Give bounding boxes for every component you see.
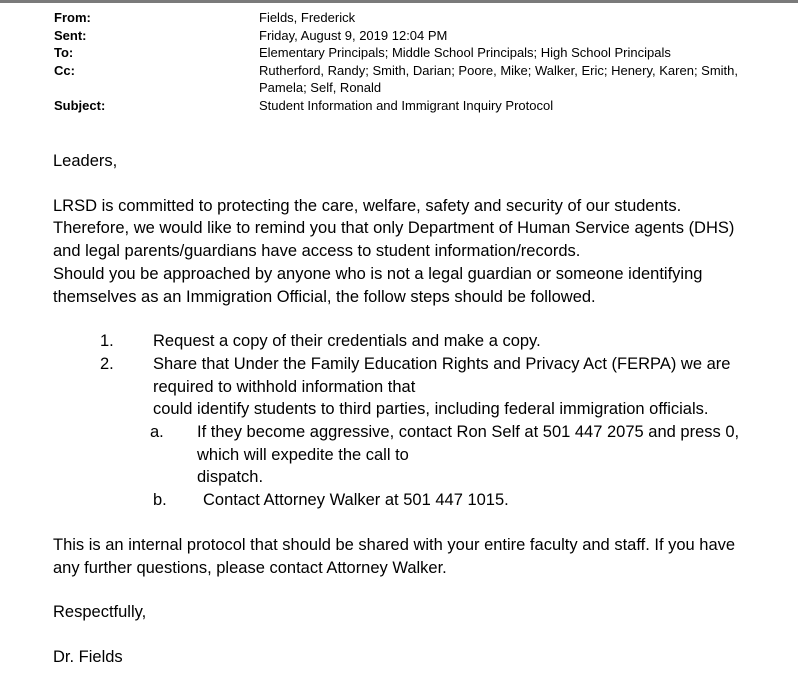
substep-line: Contact Attorney Walker at 501 447 1015. (203, 491, 509, 510)
substep-item (53, 421, 783, 489)
steps-list (53, 330, 783, 512)
closing-line: any further questions, please contact Attorney Walker. (53, 558, 447, 577)
step-line: Share that Under the Family Education Rights and Privacy Act (FERPA) we are (153, 354, 731, 373)
greeting: Leaders, (53, 152, 118, 170)
closing-paragraph (53, 534, 783, 579)
substep-text (197, 421, 783, 489)
step-text (153, 353, 783, 421)
intro-line: themselves as an Immigration Official, the follow steps should be followed. (53, 287, 596, 306)
substep-letter: b. (153, 491, 167, 510)
step-item (53, 330, 783, 353)
sign-off: Respectfully, (53, 603, 147, 622)
cc-value-line: Rutherford, Randy; Smith, Darian; Poore, Mike; Walker, Eric; Henery, Karen; Smith, (259, 62, 739, 78)
sent-row (54, 27, 774, 45)
email-header (54, 9, 774, 114)
intro-line: and legal parents/guardians have access to student information/records. (53, 242, 581, 261)
cc-value-line: Pamela; Self, Ronald (259, 80, 382, 95)
intro-line: LRSD is committed to protecting the care, welfare, safety and security of our students. (53, 196, 682, 215)
step-line: required to withhold information that (153, 377, 416, 396)
intro-line: Should you be approached by anyone who is not a legal guardian or someone identifying (53, 264, 703, 283)
step-number: 2. (100, 354, 114, 373)
from-row (54, 9, 774, 27)
from-value: Fields, Frederick (259, 10, 356, 25)
substep-item (53, 489, 783, 512)
substeps-list (53, 421, 783, 512)
subject-row (54, 97, 774, 115)
intro-line: Therefore, we would like to remind you that only Department of Human Service agents (DHS) (53, 219, 735, 238)
cc-label: Cc: (54, 62, 75, 78)
step-item (53, 353, 783, 421)
sent-label: Sent: (54, 27, 87, 43)
substep-line: If they become aggressive, contact Ron Self at 501 447 2075 and press 0, (197, 423, 740, 442)
intro-paragraph (53, 195, 783, 309)
substep-line: which will expedite the call to (197, 445, 409, 464)
substep-text (203, 489, 783, 512)
step-number: 1. (100, 332, 114, 351)
to-row (54, 44, 774, 62)
step-line: Request a copy of their credentials and make a copy. (153, 332, 541, 351)
sent-value: Friday, August 9, 2019 12:04 PM (259, 27, 448, 43)
closing-line: This is an internal protocol that should be shared with your entire faculty and staff. If you have (53, 535, 736, 554)
from-label: From: (54, 10, 91, 25)
cc-value (259, 62, 774, 97)
step-text (153, 330, 783, 353)
substep-letter: a. (150, 423, 164, 442)
signature: Dr. Fields (53, 647, 123, 666)
email-body (53, 150, 783, 669)
to-label: To: (54, 45, 74, 60)
substep-line: dispatch. (197, 468, 264, 487)
to-value: Elementary Principals; Middle School Principals; High School Principals (259, 45, 671, 60)
top-divider (0, 0, 798, 3)
cc-row (54, 62, 774, 97)
step-line: could identify students to third parties, including federal immigration officials. (153, 400, 709, 419)
subject-value: Student Information and Immigrant Inquiry Protocol (259, 97, 554, 113)
subject-label: Subject: (54, 97, 106, 113)
